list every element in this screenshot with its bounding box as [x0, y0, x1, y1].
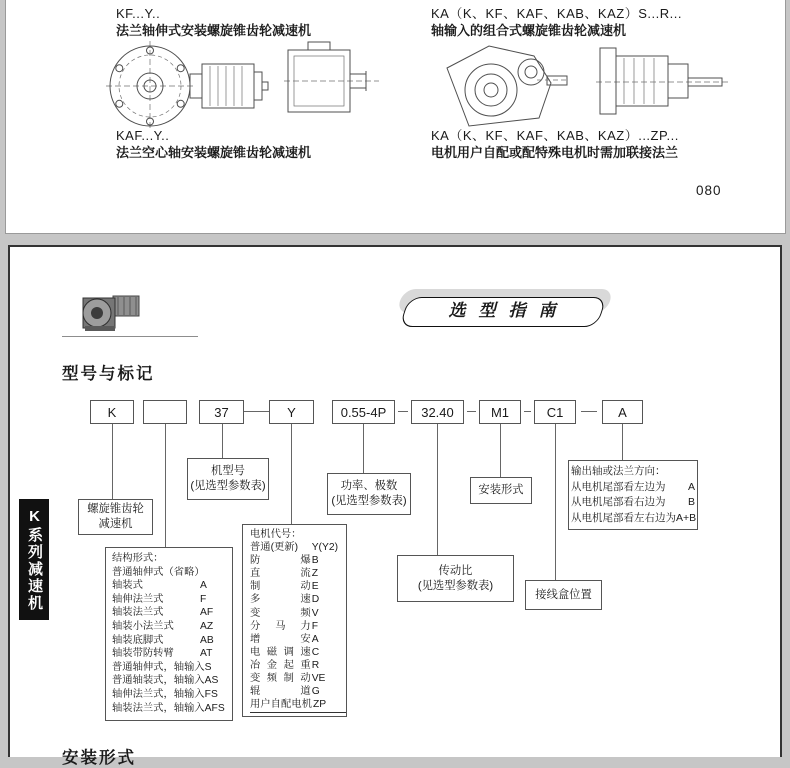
section-title: 型号与标记 — [62, 365, 155, 383]
structure-row — [112, 688, 226, 702]
structure-code: AT — [200, 648, 213, 660]
model-field-junction: C1 — [534, 400, 576, 424]
callout-motor-codes — [242, 524, 347, 717]
motor-code: A — [311, 633, 319, 645]
structure-code: S — [204, 661, 212, 673]
motor-row — [250, 659, 344, 672]
structure-label: 普通轴装式，轴输入 — [112, 675, 205, 687]
motor-row — [250, 554, 344, 567]
motor-code: G — [311, 686, 320, 698]
motor-label: 分马力 — [250, 620, 311, 632]
structure-label: 轴装法兰式 — [112, 607, 164, 619]
ka-side-view-drawing — [596, 40, 731, 125]
connector-dash — [524, 411, 531, 412]
sidebar-label: K系列减速机 — [26, 507, 43, 612]
selection-guide-page — [8, 245, 782, 767]
motor-row — [250, 580, 344, 593]
connector-line — [112, 424, 113, 499]
model-field-series: K — [90, 400, 134, 424]
caption-ka-zp — [431, 127, 679, 161]
callout-line: 螺旋锥齿轮 — [87, 503, 144, 515]
motor-label: 用户自配电机 — [250, 699, 312, 711]
motor-label: 辊道 — [250, 686, 311, 698]
structure-row — [112, 579, 226, 593]
connector-line — [244, 411, 269, 412]
motor-label: 变频 — [250, 607, 311, 619]
motor-code: C — [311, 646, 320, 658]
direction-code: B — [687, 496, 695, 508]
structure-row — [112, 674, 226, 688]
structure-row — [112, 661, 226, 675]
structure-subtitle: 普通轴伸式（省略） — [112, 566, 205, 578]
structure-code: FS — [204, 688, 218, 700]
structure-code: F — [200, 593, 207, 605]
motor-label: 普通(更新) — [250, 542, 299, 554]
direction-label: 输出轴或法兰方向： — [571, 465, 666, 477]
model-code: KA（K、KF、KAF、KAB、KAZ）...ZP... — [431, 128, 679, 143]
motor-label: 电磁调速 — [250, 646, 311, 658]
callout-mounting — [470, 477, 532, 504]
bottom-section-title: 安装形式 — [62, 749, 136, 767]
model-code: KAF...Y.. — [116, 128, 170, 143]
motor-title: 电机代号： — [250, 529, 302, 540]
motor-code: ZP — [313, 699, 327, 711]
previous-page — [5, 0, 786, 234]
connector-line — [555, 424, 556, 580]
connector-dash — [398, 411, 408, 412]
connector-line — [622, 424, 623, 460]
page-number: 080 — [696, 183, 722, 198]
direction-row — [571, 495, 695, 511]
motor-row — [250, 685, 344, 698]
direction-row — [571, 464, 695, 480]
connector-line — [291, 424, 292, 524]
ka-combined-drawing — [439, 38, 569, 133]
callout-line: 传动比 — [438, 564, 473, 577]
connector-line — [165, 424, 166, 547]
model-field-mounting: M1 — [479, 400, 521, 424]
motor-code: D — [311, 594, 320, 606]
motor-label: 直流 — [250, 568, 311, 580]
connector-dash — [467, 411, 476, 412]
motor-code: V — [311, 607, 319, 619]
structure-label: 轴装法兰式，轴输入 — [112, 702, 205, 714]
structure-label: 普通轴伸式，轴输入 — [112, 661, 205, 673]
motor-label: 防爆 — [250, 555, 311, 567]
motor-label: 制动 — [250, 581, 311, 593]
callout-line: 接线盒位置 — [535, 588, 592, 601]
model-field-motor: Y — [269, 400, 314, 424]
caption-ka-sr — [431, 5, 682, 39]
direction-code: A — [687, 480, 695, 493]
connector-line — [363, 424, 364, 473]
structure-row — [112, 647, 226, 661]
model-field-ratio: 32.40 — [411, 400, 464, 424]
banner-title: 选型指南 — [448, 301, 569, 320]
structure-row — [112, 593, 226, 607]
divider — [62, 336, 198, 337]
structure-code: AS — [204, 675, 219, 687]
callout-reducer-name — [78, 499, 153, 535]
gear-reducer-photo — [75, 288, 145, 334]
model-field-size: 37 — [199, 400, 244, 424]
structure-label: 轴装小法兰式 — [112, 620, 174, 632]
structure-row — [112, 702, 226, 716]
motor-code: Z — [311, 568, 318, 580]
structure-label: 轴伸法兰式 — [112, 593, 164, 605]
model-desc: 法兰空心轴安装螺旋锥齿轮减速机 — [116, 145, 312, 160]
motor-row — [250, 541, 344, 554]
callout-structure-forms — [105, 547, 233, 721]
direction-label: 从电机尾部看右边为 — [571, 496, 666, 508]
motor-row — [250, 607, 344, 620]
callout-line: 机型号 — [211, 465, 245, 477]
direction-label: 从电机尾部看左右边为 — [571, 511, 676, 524]
model-field-direction: A — [602, 400, 643, 424]
kf-front-view-drawing — [106, 36, 271, 131]
callout-power-poles — [327, 473, 411, 515]
motor-label: 多速 — [250, 594, 311, 606]
structure-code: A — [200, 580, 207, 592]
kf-side-view-drawing — [284, 40, 379, 125]
motor-code: B — [311, 555, 319, 567]
connector-line — [222, 424, 223, 458]
model-desc: 法兰轴伸式安装螺旋锥齿轮减速机 — [116, 23, 312, 38]
direction-label: 从电机尾部看左边为 — [571, 480, 666, 493]
motor-code: VE — [311, 673, 326, 685]
motor-code: F — [311, 620, 318, 632]
model-code: KA（K、KF、KAF、KAB、KAZ）S...R... — [431, 6, 682, 21]
structure-row — [112, 634, 226, 648]
callout-line: 减速机 — [98, 518, 133, 530]
motor-row — [250, 646, 344, 659]
structure-label: 轴装式 — [112, 580, 143, 592]
callout-model-size — [187, 458, 269, 500]
motor-code: R — [311, 659, 320, 671]
direction-row — [571, 480, 695, 496]
callout-line: 安装形式 — [478, 484, 524, 496]
direction-row — [571, 511, 695, 527]
structure-code: AB — [200, 634, 214, 646]
series-sidebar-tab — [19, 499, 49, 620]
caption-kf — [116, 5, 311, 39]
structure-row — [112, 620, 226, 634]
motor-row — [250, 633, 344, 646]
callout-line: (见选型参数表) — [417, 579, 494, 592]
callout-line: 功率、极数 — [340, 480, 398, 492]
callout-line: (见选型参数表) — [190, 480, 266, 492]
caption-kaf — [116, 127, 311, 161]
structure-title: 结构形式： — [112, 553, 164, 564]
motor-code: E — [311, 581, 319, 593]
direction-code: A+B — [676, 511, 697, 524]
callout-ratio — [397, 555, 514, 602]
motor-code: Y(Y2) — [311, 542, 339, 554]
motor-row — [250, 567, 344, 580]
motor-row — [250, 698, 346, 713]
model-desc: 轴输入的组合式螺旋锥齿轮减速机 — [431, 23, 627, 38]
callout-line: (见选型参数表) — [331, 495, 407, 507]
structure-code: AZ — [200, 620, 214, 632]
motor-row — [250, 620, 344, 633]
callout-junction-box — [525, 580, 602, 610]
model-field-structure — [143, 400, 187, 424]
structure-row — [112, 606, 226, 620]
structure-label: 轴装带防转臂 — [112, 648, 174, 660]
motor-row — [250, 593, 344, 606]
model-desc: 电机用户自配或配特殊电机时需加联接法兰 — [431, 145, 679, 160]
structure-label: 轴装底脚式 — [112, 634, 164, 646]
model-field-power: 0.55-4P — [332, 400, 395, 424]
model-code: KF...Y.. — [116, 6, 161, 21]
motor-label: 增安 — [250, 633, 311, 645]
callout-output-direction — [568, 460, 698, 530]
structure-label: 轴伸法兰式，轴输入 — [112, 688, 205, 700]
connector-dash — [581, 411, 597, 412]
structure-code: AF — [200, 607, 214, 619]
structure-code: AFS — [204, 702, 225, 714]
motor-label: 冶金起重 — [250, 659, 311, 671]
motor-row — [250, 672, 344, 685]
connector-line — [437, 424, 438, 555]
motor-label: 变频制动 — [250, 673, 311, 685]
connector-line — [500, 424, 501, 477]
